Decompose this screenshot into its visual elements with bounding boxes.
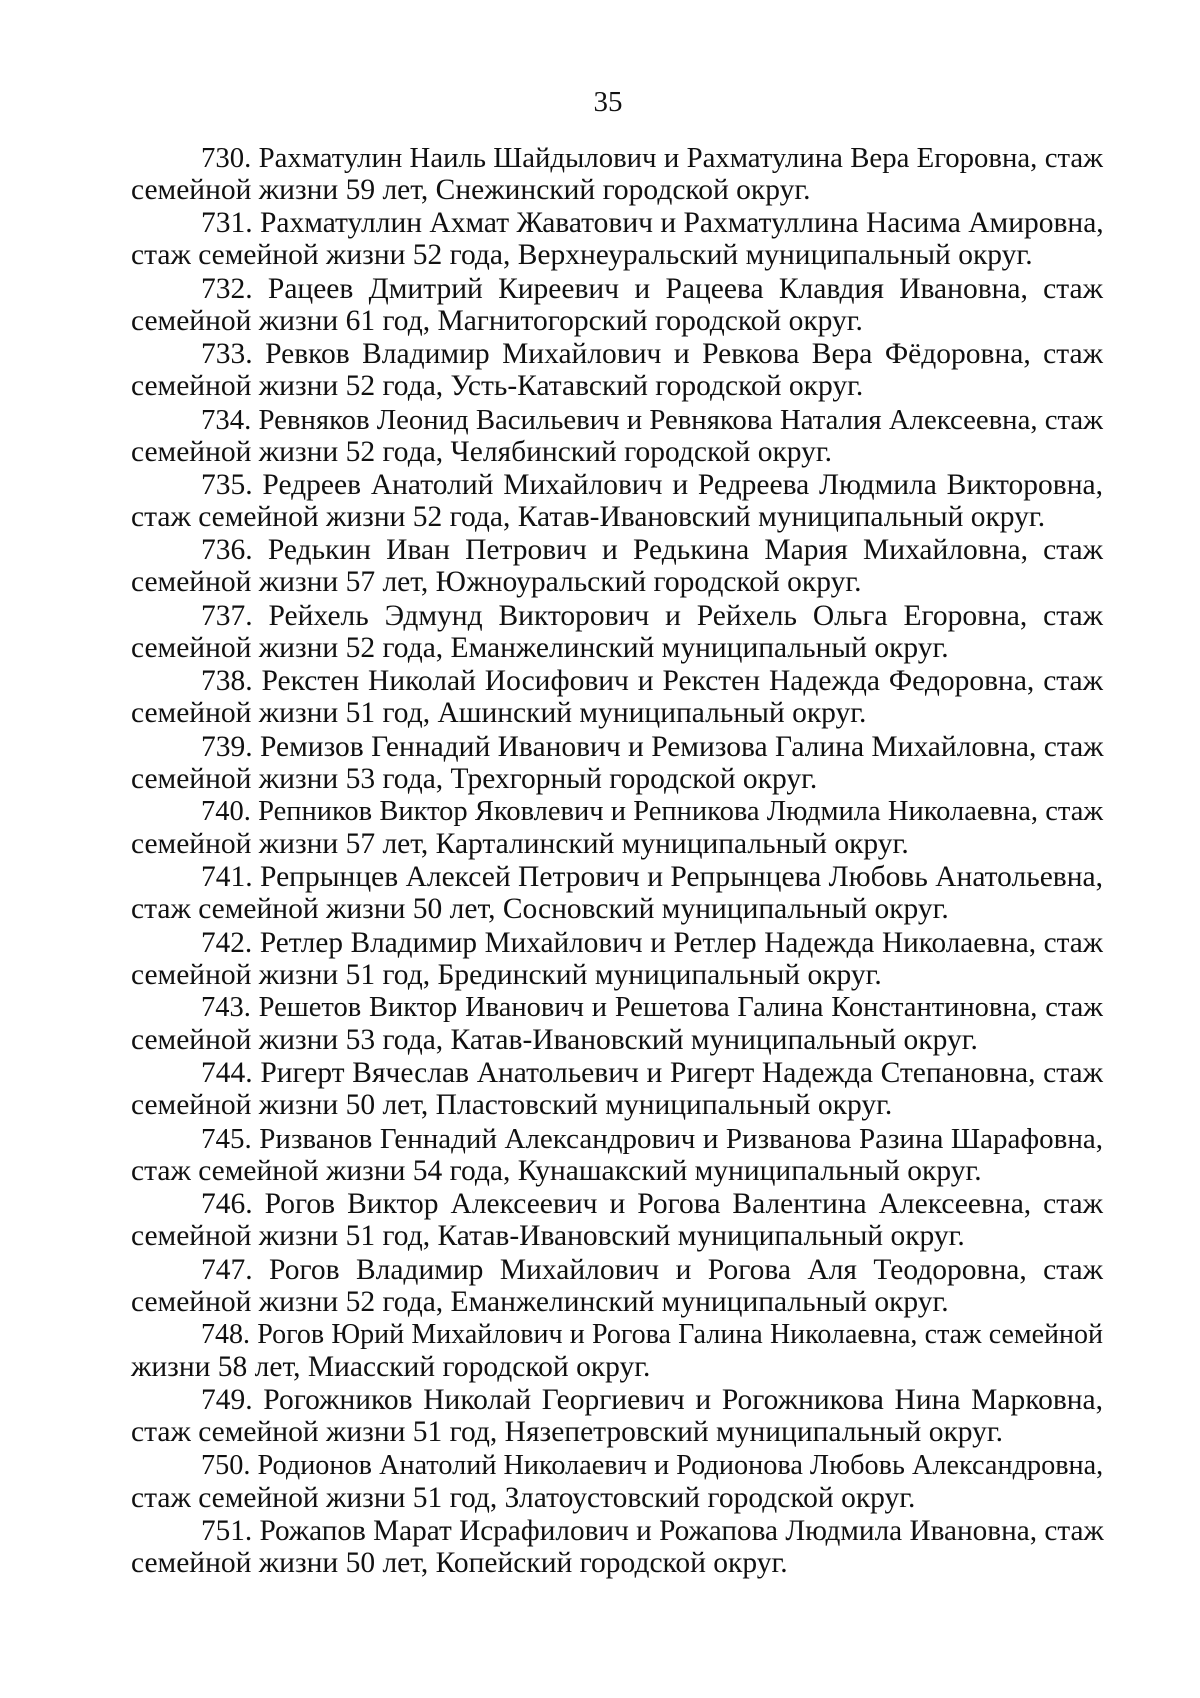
entry-second-line: семейной жизни 59 лет, Снежинский городской округ. bbox=[131, 174, 811, 206]
list-item bbox=[131, 1515, 1103, 1580]
entry-first-line: 751. Рожапов Марат Исрафилович и Рожапова Людмила Ивановна, стаж bbox=[201, 1515, 1104, 1548]
entry-second-line: стаж семейной жизни 52 года, Верхнеуральский муниципальный округ. bbox=[131, 239, 1033, 272]
entry-second-line: семейной жизни 53 года, Катав-Ивановский муниципальный округ. bbox=[131, 1024, 978, 1057]
list-item bbox=[131, 927, 1103, 992]
list-item bbox=[131, 731, 1103, 796]
entry-list bbox=[131, 142, 1103, 1581]
entry-second-line: семейной жизни 53 года, Трехгорный городской округ. bbox=[131, 762, 818, 795]
list-item bbox=[131, 469, 1103, 534]
list-item bbox=[131, 273, 1103, 338]
list-item bbox=[131, 992, 1103, 1057]
entry-first-line: 743. Решетов Виктор Иванович и Решетова Галина Константиновна, стаж bbox=[201, 992, 1103, 1024]
entry-second-line: семейной жизни 51 год, Катав-Ивановский муниципальный округ. bbox=[131, 1220, 965, 1253]
entry-first-line: 737. Рейхель Эдмунд Викторович и Рейхель Ольга Егоровна, стаж bbox=[201, 599, 1104, 632]
list-item bbox=[131, 861, 1103, 926]
entry-second-line: семейной жизни 57 лет, Южноуральский городской округ. bbox=[131, 566, 862, 599]
entry-first-line: 741. Репрынцев Алексей Петрович и Репрынцева Любовь Анатольевна, bbox=[201, 861, 1103, 894]
entry-first-line: 735. Редреев Анатолий Михайлович и Редреева Людмила Викторовна, bbox=[201, 468, 1103, 501]
entry-second-line: стаж семейной жизни 52 года, Катав-Ивановский муниципальный округ. bbox=[131, 500, 1046, 533]
list-item bbox=[131, 1188, 1103, 1253]
entry-second-line: жизни 58 лет, Миасский городской округ. bbox=[131, 1351, 651, 1384]
entry-second-line: стаж семейной жизни 50 лет, Сосновский муниципальный округ. bbox=[131, 893, 949, 926]
entry-second-line: семейной жизни 52 года, Еманжелинский муниципальный округ. bbox=[131, 1285, 949, 1318]
entry-first-line: 749. Рогожников Николай Георгиевич и Рогожникова Нина Марковна, bbox=[201, 1384, 1104, 1417]
entry-second-line: семейной жизни 52 года, Усть-Катавский городской округ. bbox=[131, 370, 864, 403]
list-item bbox=[131, 338, 1103, 403]
entry-second-line: семейной жизни 52 года, Челябинский городской округ. bbox=[131, 435, 833, 468]
list-item bbox=[131, 1319, 1103, 1384]
list-item bbox=[131, 796, 1103, 861]
entry-first-line: 732. Рацеев Дмитрий Киреевич и Рацеева Клавдия Ивановна, стаж bbox=[201, 272, 1104, 305]
entry-first-line: 733. Ревков Владимир Михайлович и Ревкова Вера Фёдоровна, стаж bbox=[201, 338, 1103, 371]
entry-second-line: семейной жизни 61 год, Магнитогорский городской округ. bbox=[131, 304, 863, 337]
entry-second-line: семейной жизни 52 года, Еманжелинский муниципальный округ. bbox=[131, 631, 949, 664]
entry-first-line: 748. Рогов Юрий Михайлович и Рогова Галина Николаевна, стаж семейной bbox=[201, 1319, 1103, 1351]
entry-first-line: 740. Репников Виктор Яковлевич и Репникова Людмила Николаевна, стаж bbox=[201, 795, 1104, 827]
list-item bbox=[131, 142, 1103, 207]
entry-second-line: семейной жизни 51 год, Брединский муниципальный округ. bbox=[131, 958, 882, 991]
entry-first-line: 738. Рекстен Николай Иосифович и Рекстен Надежда Федоровна, стаж bbox=[201, 665, 1104, 698]
page-number: 35 bbox=[593, 86, 623, 118]
entry-first-line: 744. Ригерт Вячеслав Анатольевич и Ригерт Надежда Степановна, стаж bbox=[201, 1057, 1104, 1090]
entry-first-line: 746. Рогов Виктор Алексеевич и Рогова Валентина Алексеевна, стаж bbox=[201, 1188, 1103, 1221]
list-item bbox=[131, 1123, 1103, 1188]
entry-first-line: 747. Рогов Владимир Михайлович и Рогова Аля Теодоровна, стаж bbox=[201, 1253, 1103, 1286]
list-item bbox=[131, 404, 1103, 469]
list-item bbox=[131, 534, 1103, 599]
list-item bbox=[131, 1254, 1103, 1319]
entry-first-line: 750. Родионов Анатолий Николаевич и Родионова Любовь Александровна, bbox=[201, 1449, 1104, 1481]
list-item bbox=[131, 665, 1103, 730]
list-item bbox=[131, 1057, 1103, 1122]
entry-first-line: 745. Ризванов Геннадий Александрович и Ризванова Разина Шарафовна, bbox=[201, 1122, 1103, 1155]
list-item bbox=[131, 1384, 1103, 1449]
entry-first-line: 731. Рахматуллин Ахмат Жаватович и Рахматуллина Насима Амировна, bbox=[201, 207, 1104, 240]
list-item bbox=[131, 207, 1103, 272]
entry-first-line: 739. Ремизов Геннадий Иванович и Ремизова Галина Михайловна, стаж bbox=[201, 730, 1104, 763]
entry-second-line: семейной жизни 51 год, Ашинский муниципальный округ. bbox=[131, 697, 867, 730]
entry-first-line: 730. Рахматулин Наиль Шайдылович и Рахматулина Вера Егоровна, стаж bbox=[201, 142, 1103, 174]
entry-first-line: 742. Ретлер Владимир Михайлович и Ретлер Надежда Николаевна, стаж bbox=[201, 926, 1103, 959]
entry-first-line: 736. Редькин Иван Петрович и Редькина Мария Михайловна, стаж bbox=[201, 534, 1104, 567]
entry-second-line: стаж семейной жизни 51 год, Нязепетровский муниципальный округ. bbox=[131, 1416, 1004, 1449]
entry-second-line: стаж семейной жизни 54 года, Кунашакский муниципальный округ. bbox=[131, 1154, 982, 1187]
entry-second-line: стаж семейной жизни 51 год, Златоустовский городской округ. bbox=[131, 1481, 916, 1514]
entry-second-line: семейной жизни 50 лет, Пластовский муниципальный округ. bbox=[131, 1089, 893, 1122]
entry-second-line: семейной жизни 50 лет, Копейский городской округ. bbox=[131, 1547, 788, 1580]
entry-first-line: 734. Ревняков Леонид Васильевич и Ревнякова Наталия Алексеевна, стаж bbox=[201, 403, 1104, 436]
list-item bbox=[131, 600, 1103, 665]
list-item bbox=[131, 1450, 1103, 1515]
entry-second-line: семейной жизни 57 лет, Карталинский муниципальный округ. bbox=[131, 827, 909, 860]
